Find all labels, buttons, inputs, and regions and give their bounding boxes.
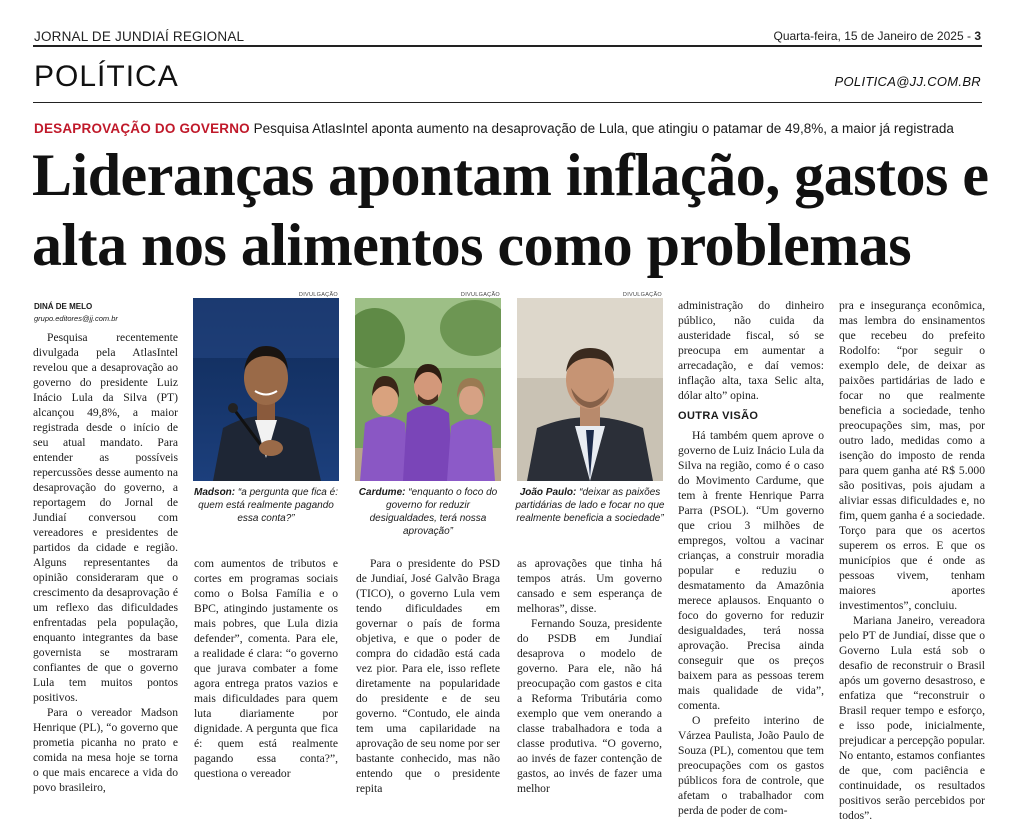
- body-column-4: [517, 556, 662, 796]
- paragraph: administração do dinheiro público, não cuida da austeridade fiscal, só se preocupa em aumentar a arrecadação, e daí vemos: inflação alta, taxa Selic alta, dólar alto” opina.: [678, 299, 824, 402]
- photo-credit: DIVULGAÇÃO: [460, 292, 500, 298]
- subheading: OUTRA VISÃO: [678, 410, 759, 422]
- top-rule: [33, 45, 982, 47]
- paragraph: Pesquisa recentemente divulgada pela AtlasIntel revelou que a desaprovação ao governo do presidente Luiz Inácio Lula da Silva (PT) alcançou 49,8%, a maior registrada desde o início de seu atual mandato. Para entender as possíveis repercussões desse aumento na desaprovação do governo, a reportagem do Jornal de Jundiaí conversou com vereadores e presidentes de partidos da cidade e região. Alguns representantes da opinião consideraram que o crescimento da desaprovação é um reflexo das dificuldades enfrentadas pela população, enquanto integrantes da base governista se mostraram confiantes de que o governo Lula tem muitos pontos positivos.: [33, 331, 178, 704]
- byline-author: DINÁ DE MELO: [34, 302, 93, 311]
- date-line: [774, 29, 982, 43]
- paragraph: com aumentos de tributos e cortes em programas sociais como o Bolsa Família e o BPC, atingindo justamente os mais pobres, que Lula dizia defender”, comenta. Para ele, a realidade é clara: “o governo que jurava combater a fome agora entrega pratos vazios e mais dificuldades para quem luta diariamente por dignidade. A pergunta que fica é: quem está realmente pagando essa conta?”, questiona o vereador: [194, 557, 338, 780]
- body-column-6: [839, 298, 985, 823]
- paragraph: Para o presidente do PSD de Jundiaí, José Galvão Braga (TICO), o governo Lula vem tendo dificuldades em governar o país de forma objetiva, e que o poder de compra do cidadão está cada vez pior. Para ele, isso reflete diretamente na popularidade do presidente e de seu governo. “Contudo, ele ainda tem uma capilaridade na aprovação de seu nome por ser bastante conhecido, mas não entendo que o presidente repita: [356, 557, 500, 795]
- section-rule: [33, 102, 982, 103]
- body-column-2: [194, 556, 338, 781]
- paragraph: Fernando Souza, presidente do PSDB em Jundiaí desaprova o modelo de governo. Para ele, não há preocupação com gastos e cita a Reforma Tributária como exemplo que vem onerando a classe trabalhadora e toda a classe produtiva. “O governo, ao invés de fazer contenção de gastos, ao invés de fazer uma melhor: [517, 617, 662, 795]
- photo-caption: João Paulo: “deixar as paixões partidárias de lado e focar no que realmente beneficia a sociedade”: [515, 487, 665, 524]
- body-column-3: [356, 556, 500, 796]
- issue-date: Quarta-feira, 15 de Janeiro de 2025 -: [773, 29, 971, 43]
- paragraph: as aprovações que tinha há tempos atrás. Um governo cansado e sem esperança de melhoras”, disse.: [517, 557, 662, 615]
- paragraph: Mariana Janeiro, vereadora pelo PT de Jundiaí, disse que o Governo Lula está sob o desafio de reconstruir o Brasil após um governo desastroso, e enfatiza que “reconstruir o Brasil requer tempo e esforço, e isso pode, inicialmente, prejudicar a percepção popular. No entanto, estamos confiantes de que, com paciência e continuidade, os resultados positivos serão percebidos por todos”.: [839, 614, 985, 822]
- body-column-1: [33, 330, 178, 795]
- section-title: POLÍTICA: [34, 60, 179, 93]
- photo-caption: Cardume: “enquanto o foco do governo for reduzir desigualdades, terá nossa aprovação”: [358, 487, 498, 537]
- photo-cardume: [355, 298, 501, 481]
- newspaper-name: JORNAL DE JUNDIAÍ REGIONAL: [34, 29, 245, 44]
- paragraph: Há também quem aprove o governo de Luiz Inácio Lula da Silva na região, como é o caso do Movimento Cardume, que tem à frente Henrique Parra Parra (PSOL). “Um governo que criou 3 milhões de empregos, voltou a vacinar crianças, a construir moradia popular e reduziu o desmatamento da Amazônia merece aplausos. Enquanto o foco do governo for reduzir desigualdades, terá nossa aprovação. Precisa ainda conseguir que os preços baixem para as pessoas terem mais qualidade de vida”, comenta.: [678, 429, 824, 712]
- paragraph: O prefeito interino de Várzea Paulista, João Paulo de Souza (PL), comentou que tem preocupações com os gastos públicos fora de controle, que afetam o trabalhador com perda de poder de com-: [678, 714, 824, 817]
- photo-joao-paulo: [517, 298, 663, 481]
- kicker-text: Pesquisa AtlasIntel aponta aumento na desaprovação de Lula, que atingiu o patamar de 49,8%, a maior já registrada: [253, 121, 954, 136]
- kicker: [34, 121, 954, 136]
- photo-credit: DIVULGAÇÃO: [622, 292, 662, 298]
- headline: Lideranças apontam inflação, gastos e alta nos alimentos como problemas: [32, 142, 989, 278]
- photo-credit: DIVULGAÇÃO: [298, 292, 338, 298]
- photo-caption: Madson: “a pergunta que fica é: quem está realmente pagando essa conta?”: [194, 487, 338, 524]
- paragraph: pra e insegurança econômica, mas lembra do ensinamentos que recebeu do prefeito Rodolfo: “por seguir o exemplo dele, de deixar as paixões partidárias de lado e focar no que realmente beneficia a sociedade, tenho preocupações sim, mas, por outro lado, medidas como a isenção do imposto de renda para quem ganha até R$ 5.000 são positivas, pois ajudam a aliviar essas dificuldades e, no fim, quem ganha é a sociedade. Torço para que os acertos superem os erros. E que os municípios que é onde as pessoas vivem, tenham maiores aportes investimentos”, concluiu.: [839, 299, 985, 612]
- byline-email: grupo.editores@jj.com.br: [34, 314, 118, 323]
- body-column-5: [678, 298, 824, 818]
- photo-madson: [193, 298, 339, 481]
- kicker-tag: DESAPROVAÇÃO DO GOVERNO: [34, 121, 250, 136]
- paragraph: Para o vereador Madson Henrique (PL), “o governo que prometia picanha no prato e comida na mesa hoje se torna o que mais encarece a vida do povo brasileiro,: [33, 706, 178, 794]
- page-number: 3: [974, 29, 981, 43]
- section-email: POLITICA@JJ.COM.BR: [834, 74, 981, 89]
